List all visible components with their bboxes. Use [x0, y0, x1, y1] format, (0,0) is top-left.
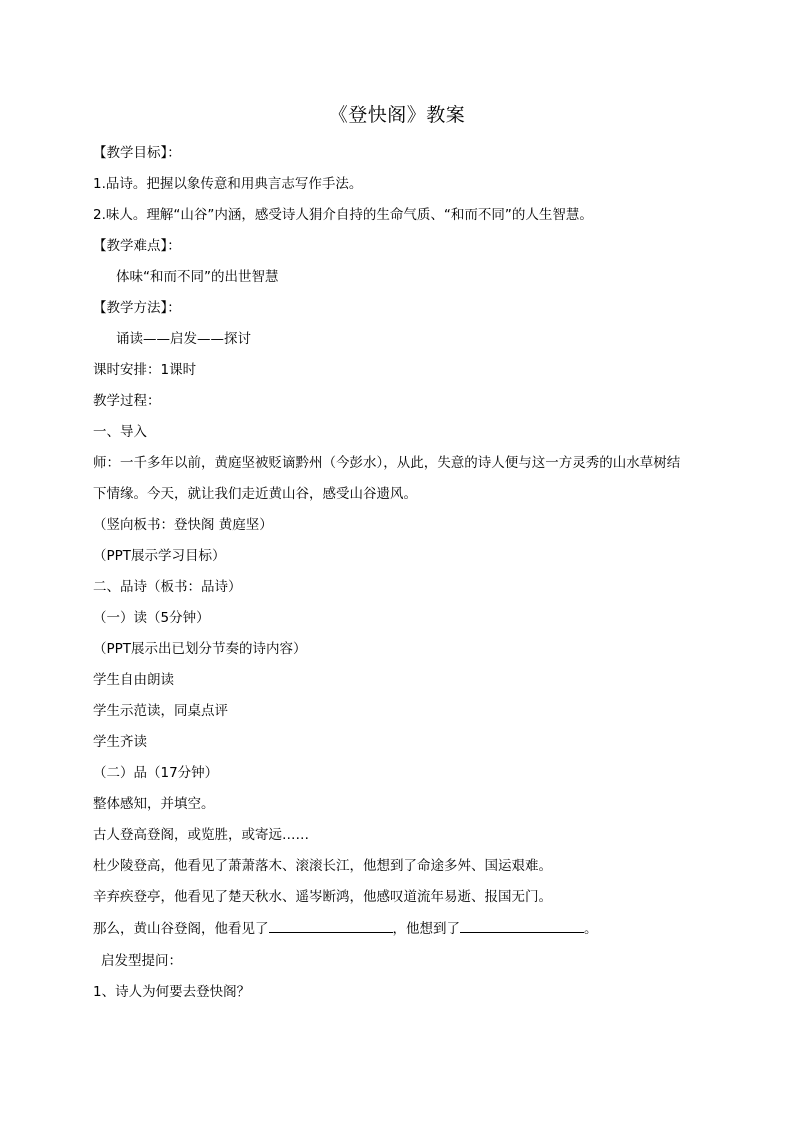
class-hours: 课时安排：1课时 [93, 362, 197, 378]
objective-item-2: 2.味人。理解“山谷”内涵，感受诗人狷介自持的生命气质、“和而不同”的人生智慧。 [93, 207, 593, 223]
document-title: 《登快阁》教案 [328, 104, 466, 126]
part-one-heading: 一、导入 [93, 424, 147, 440]
board-note: （竖向板书：登快阁 黄庭坚） [93, 517, 273, 533]
ppt-note-objectives: （PPT展示学习目标） [93, 548, 226, 564]
question-1: 1、诗人为何要去登快阁？ [93, 984, 251, 1000]
fill-in-line [93, 918, 598, 940]
intro-paragraph-line-1: 师：一千多年以前，黄庭坚被贬谪黔州（今彭水），从此，失意的诗人便与这一方灵秀的山水草树结 [93, 455, 681, 471]
fill-line-part-2: ，他想到了 [392, 921, 460, 937]
part-two-heading: 二、品诗（板书：品诗） [93, 579, 242, 595]
objective-item-1: 1.品诗。把握以象传意和用典言志写作手法。 [93, 176, 363, 192]
fill-line-part-1: 那么，黄山谷登阁，他看见了 [93, 921, 269, 937]
intro-paragraph-line-2: 下情缘。今天，就让我们走近黄山谷，感受山谷遗风。 [93, 486, 417, 502]
blank-seen [269, 918, 393, 933]
section-heading-objectives: 【教学目标】： [93, 145, 181, 161]
section-heading-methods: 【教学方法】： [93, 300, 181, 316]
activity-free-reading: 学生自由朗读 [93, 672, 174, 688]
blank-thought [460, 918, 584, 933]
activity-group-reading: 学生齐读 [93, 734, 147, 750]
activity-model-reading: 学生示范读，同桌点评 [93, 703, 228, 719]
difficulty-text: 体味“和而不同”的出世智慧 [116, 269, 279, 285]
reading-subheading: （一）读（5分钟） [93, 610, 210, 626]
prompting-questions-heading: 启发型提问： [101, 953, 182, 969]
section-heading-difficulty: 【教学难点】： [93, 238, 181, 254]
fill-line-part-3: 。 [584, 921, 598, 937]
du-fu-line: 杜少陵登高，他看见了萧萧落木、滚滚长江，他想到了命途多舛、国运艰难。 [93, 858, 552, 874]
xin-qiji-line: 辛弃疾登亭，他看见了楚天秋水、遥岑断鸿，他感叹道流年易逝、报国无门。 [93, 889, 552, 905]
appreciation-subheading: （二）品（17分钟） [93, 765, 219, 781]
methods-text: 诵读——启发——探讨 [116, 331, 251, 347]
teaching-process-heading: 教学过程： [93, 393, 161, 409]
ancient-climbing-line: 古人登高登阁，或览胜，或寄远…… [93, 827, 309, 843]
overall-perception: 整体感知，并填空。 [93, 796, 215, 812]
ppt-note-poem: （PPT展示出已划分节奏的诗内容） [93, 641, 307, 657]
